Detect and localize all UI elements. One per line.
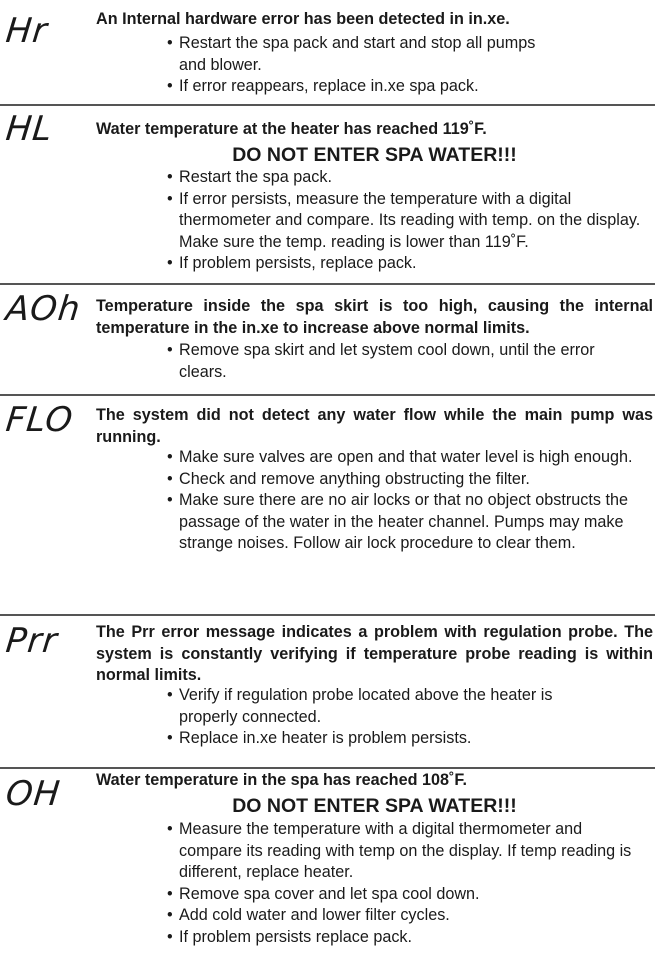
error-title-hr: An Internal hardware error has been detected in in.xe. xyxy=(96,10,510,28)
section-divider xyxy=(0,394,655,396)
error-title-prr: The Prr error message indicates a problem with regulation probe. The system is constantly verifying if temperature probe reading is within normal limits. xyxy=(96,623,653,684)
error-title-flo: The system did not detect any water flow while the main pump was running. xyxy=(96,406,653,446)
bullet-list-oh xyxy=(167,819,643,949)
bullet-item: • Measure the temperature with a digital thermometer and compare its reading with temp on the display. If temp reading is different, replace heater. xyxy=(167,819,643,884)
bullet-item: • If problem persists replace pack. xyxy=(167,927,643,949)
section-divider xyxy=(0,614,655,616)
bullet-item: • If problem persists, replace pack. xyxy=(167,253,641,275)
bullet-item: • Remove spa cover and let spa cool down. xyxy=(167,884,643,906)
warning-text-oh: DO NOT ENTER SPA WATER!!! xyxy=(232,795,517,817)
error-code-oh: OH xyxy=(3,774,63,814)
bullet-item: • If error reappears, replace in.xe spa pack. xyxy=(167,76,537,98)
bullet-item: • Verify if regulation probe located above the heater is properly connected. xyxy=(167,685,607,728)
error-title-aoh: Temperature inside the spa skirt is too high, causing the internal temperature in the in.xe to increase above normal limits. xyxy=(96,297,653,337)
bullet-item: • Replace in.xe heater is problem persists. xyxy=(167,728,607,750)
bullet-list-hl xyxy=(167,167,641,275)
bullet-item: • Remove spa skirt and let system cool down, until the error clears. xyxy=(167,340,607,383)
bullet-item: • Make sure valves are open and that water level is high enough. xyxy=(167,447,643,469)
bullet-list-flo xyxy=(167,447,643,555)
section-divider xyxy=(0,104,655,106)
bullet-list-hr xyxy=(167,33,537,98)
bullet-item: • Make sure there are no air locks or that no object obstructs the passage of the water in the heater channel. Pumps may make strange noises. Follow air lock procedure to clear them. xyxy=(167,490,643,555)
error-title-oh: Water temperature in the spa has reached 108˚F. xyxy=(96,771,467,789)
bullet-item: • Restart the spa pack. xyxy=(167,167,641,189)
bullet-item: • Restart the spa pack and start and stop all pumps and blower. xyxy=(167,33,537,76)
bullet-list-prr xyxy=(167,685,607,750)
error-code-hr: Hr xyxy=(3,11,50,51)
error-code-prr: Prr xyxy=(3,621,60,661)
bullet-list-aoh xyxy=(167,340,607,383)
section-divider xyxy=(0,767,655,769)
error-code-aoh: AOh xyxy=(3,289,83,329)
error-code-flo: FLO xyxy=(3,400,76,440)
bullet-item: • If error persists, measure the temperature with a digital thermometer and compare. Its reading with temp. on the display. Make sure the temp. reading is lower than 119˚F. xyxy=(167,189,641,254)
warning-text-hl: DO NOT ENTER SPA WATER!!! xyxy=(232,144,517,166)
error-title-hl: Water temperature at the heater has reached 119˚F. xyxy=(96,120,487,138)
section-divider xyxy=(0,283,655,285)
error-code-hl: HL xyxy=(3,109,55,149)
bullet-item: • Check and remove anything obstructing the filter. xyxy=(167,469,643,491)
bullet-item: • Add cold water and lower filter cycles. xyxy=(167,905,643,927)
